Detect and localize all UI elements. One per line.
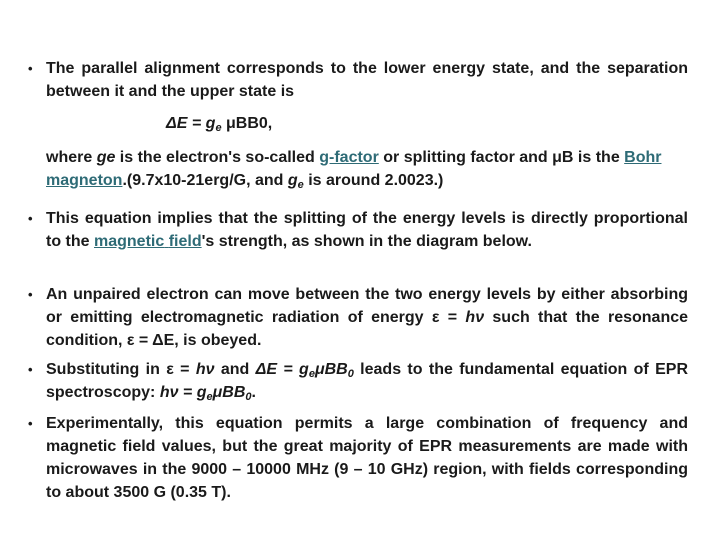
bullet-text	[46, 207, 688, 253]
formula-lhs: ΔE =	[166, 115, 206, 132]
p4-hv-2: hν =	[159, 384, 197, 401]
where-text-5: is around 2.0023.)	[303, 172, 444, 189]
p2-text-1: This equation implies that the splitting of the energy levels is directly proportional to the	[46, 210, 688, 250]
where-text-1: where	[46, 149, 97, 166]
p4-text-3: leads to the fundamental equation of EPR spectroscopy:	[46, 361, 688, 401]
bullet-marker: •	[28, 362, 33, 377]
where-text-4: .(9.7x10-21erg/G, and	[122, 172, 288, 189]
field-link[interactable]: field	[168, 233, 202, 250]
bullet-proportional	[28, 207, 688, 253]
magnetic-link[interactable]: magnetic	[94, 233, 165, 250]
p4-mub: μBB	[314, 361, 348, 378]
p4-g-2: g	[196, 384, 207, 401]
p4-text-2: and	[214, 361, 256, 378]
formula-g: g	[205, 115, 216, 132]
p3-text-2: such that the resonance condition, ε = ΔE, is obeyed.	[46, 309, 689, 349]
p4-g2-sub: e	[206, 391, 213, 403]
bullet-marker: •	[28, 61, 33, 76]
p4-g-sub: e	[308, 368, 315, 380]
bullet-marker: •	[28, 416, 33, 431]
bohr-magneton-link[interactable]: Bohr magneton	[46, 149, 662, 189]
p4-hv: hν	[195, 361, 215, 378]
bullet-text: Experimentally, this equation permits a large combination of frequency and magnetic field values, but the great majority of EPR measurements are made with microwaves in the 9000 – 10000 MHz (9 – 10 GHz) region, with fields corresponding to about 3500 G (0.35 T).	[46, 415, 688, 501]
where-text-2: is the electron's so-called	[115, 149, 320, 166]
where-g-sub: e	[297, 179, 304, 191]
bullet-unpaired-electron	[28, 283, 688, 352]
p2-text-2: 's strength, as shown in the diagram below.	[201, 233, 532, 250]
where-g: g	[287, 172, 298, 189]
where-ge: ge	[96, 149, 116, 166]
p4-text-1: Substituting in ε =	[46, 361, 196, 378]
energy-formula	[166, 112, 272, 135]
formula-rest: μBB0,	[221, 115, 273, 132]
where-text-3: or splitting factor and μB is the	[378, 149, 625, 166]
p4-g: g	[299, 361, 309, 378]
p4-delta-e: ΔE =	[255, 361, 300, 378]
bullet-text: The parallel alignment corresponds to the lower energy state, and the separation between it and the upper state is	[46, 60, 688, 100]
p3-hv: hν	[465, 309, 485, 326]
bullet-text	[46, 283, 688, 352]
p4-b0-sub: 0	[347, 368, 354, 380]
bullet-experimentally	[28, 412, 688, 504]
bullet-substituting	[28, 358, 688, 404]
p4-b02-sub: 0	[245, 391, 252, 403]
bullet-marker: •	[28, 211, 33, 226]
where-paragraph	[46, 146, 686, 192]
bullet-text	[46, 358, 688, 404]
bullet-parallel-alignment	[28, 57, 688, 103]
p4-text-4: .	[251, 384, 256, 401]
g-factor-link[interactable]: g-factor	[319, 149, 379, 166]
p4-mub-2: μBB	[212, 384, 246, 401]
p3-epsilon: ε =	[431, 309, 466, 326]
formula-g-sub: e	[215, 122, 222, 134]
bullet-marker: •	[28, 287, 33, 302]
p3-text-1: An unpaired electron can move between the two energy levels by either absorbing or emitting electromagnetic radiation of energy	[46, 286, 688, 326]
